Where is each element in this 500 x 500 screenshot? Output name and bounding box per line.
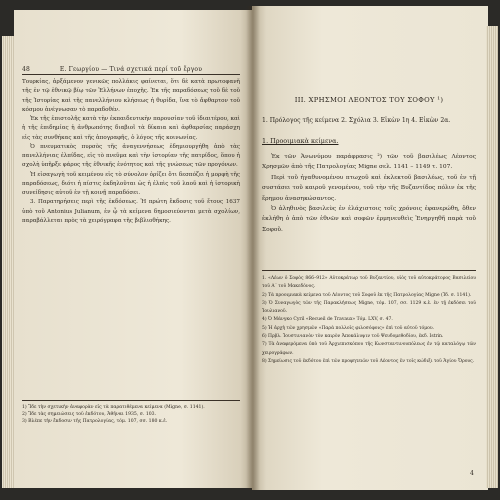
left-footnote: 1) Ἴδε τὴν σχετικὴν ἀναφορὰν εἰς τὰ παρατιθέμενα κείμενα (Migne, σ. 1141). — [22, 405, 205, 410]
left-running-head — [22, 66, 240, 75]
right-body-text — [262, 152, 476, 235]
chapter-title: III. ΧΡΗΣΜΟΙ ΛΕΟΝΤΟΣ ΤΟΥ ΣΟΦΟΥ ¹) — [294, 96, 444, 104]
left-footnotes — [22, 400, 240, 426]
left-paragraph: 3. Παρατηρήσεις περὶ τῆς ἐκδόσεως. Ἡ πρώτη ἔκδοσις τοῦ ἔτους 1637 ὑπὸ τοῦ Antonius Julianum, ἐν ᾧ τὰ κείμενα δημοσιεύονται μετὰ σχολίων, παραβάλλεται πρὸς τὰ χειρόγραφα τῆς βιβλιοθήκης. — [22, 199, 240, 224]
right-page-edges — [486, 26, 498, 488]
left-paragraph: Ἐκ τῆς ἐπιστολῆς κατὰ τὴν ἐκπαιδευτικὴν παρουσίαν τοῦ ἰδιαιτέρου, καὶ ἡ τῆς ἐπιδημίας ἡ ἀνθρωπότης διαβιοῖ τὰ δίκαια καὶ ἀφθαρσίας παράσχη εἰς τὰς συνθήκας καὶ τῆς ἀπογραφῆς, ὁ λόγος τῆς κοινωνίας. — [22, 116, 240, 141]
right-paragraph: Ἐκ τῶν Ἀνωνύμου παράφρασις ²) τῶν τοῦ βασιλέως Λέοντος Χρησμῶν ἀπὸ τῆς Πατρολογίας Migne σελ. 1141 – 1149 τ. 107. — [262, 154, 476, 171]
left-page-number: 48 — [22, 66, 31, 73]
right-note: 5) Ἡ ἀρχὴ τῶν χρησμῶν «Παρὰ πολλοῖς φιλοσόφοις» ἐπὶ τοῦ αὐτοῦ τόμου. — [262, 325, 434, 331]
right-note: 4) Ὁ Μάνγκο Cyril «Recueil de Travaux» Τόμ. LXV, σ. 47. — [262, 317, 393, 323]
chapter-reference: 1. Πρόλογος τῆς κείμενα 2. Σχόλια 3. Εἰκὼν 1η 4. Εἰκὼν 2α. — [262, 117, 451, 124]
right-note: 3) Ὁ Συναγωγὸς τῶν τῆς Παρακλήσεως Migne, τόμ. 107, σσ. 1129 κ.ἑ. ἐν τῇ ἐκδόσει τοῦ Ἰουλιανοῦ. — [262, 300, 476, 315]
right-note: 2) Τὰ προοιμιακὰ κείμενα τοῦ Λέοντος τοῦ Σοφοῦ ἐκ τῆς Πατρολογίας Migne (Ἰδ. σ. 1141). — [262, 292, 472, 298]
left-paragraph: Ἡ εἰσαγωγὴ τοῦ κειμένου εἰς τὸ σύνολον ὁρίζει ὅτι δεσπόζει ἡ μορφὴ τῆς παραδόσεως, διότι ἡ πίστις ἐκδηλοῦται ὡς ἡ ἐλπὶς τοῦ λαοῦ καὶ ἡ ἱστορικὴ συνείδησις αὐτοῦ ἐν τῇ κοινῇ παραδόσει. — [22, 171, 240, 196]
right-page — [252, 6, 488, 490]
left-paragraph: Ὁ πνευματικὸς πυρσὸς τῆς ἀναγεννήσεως ἐδημιουργήθη ἀπὸ τὰς πανελλήνιας ἐλπίδας, εἰς τὸ πνεῦμα καὶ τὴν ἱστορίαν τῆς πατρίδος, ὅπου ἡ σχολὴ ὑπῆρξε φάρος τῆς ἐθνικῆς ἐνότητος καὶ τῆς γνώσεως τῶν προγόνων. — [22, 143, 240, 169]
left-body-text — [22, 78, 240, 226]
left-running-title: Ε. Γεωργίου — Τινά σχετικά περί τοῦ ἔργου — [59, 66, 203, 73]
right-note: 1. «Λέων ὁ Σοφὸς 866–912» Αὐτοκράτωρ τοῦ Βυζαντίου, υἱὸς τοῦ αὐτοκράτορος Βασιλείου τοῦ Α΄ τοῦ Μακεδόνος. — [262, 276, 476, 290]
left-paragraph: Τουρκίας, ἀρξάμενον γενικῶς πολλάκις φαίνεται, ὅτι δὲ κατὰ πρωτοφανῆ τῆς ἐν τῷ ἐθνικῷ βίῳ τῶν Ἑλλήνων ἐποχῆς. Ἐκ τῆς παραδόσεως τοῦ δὲ τοῦ τῆς Ἱστορίας καὶ τῆς πανελλήνιου κλήσεως ἡ θυρίδα, ἵνα τὸ ἄφθαρτον τοῦ κόσμου ἀνέγνωσαν τὸ παραδοθέν. — [22, 79, 240, 113]
right-note: 6) Πρβλ. Ἰουστινιανὸν τὸν καιρὸν Ἀποκάλυψιν τοῦ Ψευδομεθοδίου, ἐκδ. Istrin. — [262, 334, 444, 340]
right-paragraph: Περὶ τοῦ ἠγαθυνομένου πτωχοῦ καὶ ἐκλεκτοῦ βασιλέως, τοῦ ἐν τῇ συστάσει τοῦ καιροῦ γενομένου, τοῦ τὴν τῆς Βυζαντίδος πόλιν ἐκ τῆς ἔρημου ἀνασηκώσαντος. — [262, 174, 476, 202]
right-paragraph: Ὁ ἀληθινὸς βασιλεὺς ἐν ἐλάχιστοις τοῖς χρόνοις ἐφανερώθη, ὅθεν ἐκλήθη ὁ ἀπὸ τῶν ἐθνῶν καὶ σοφῶν ἑρμηνευθεὶς Ἐνηργηθῆ παρὰ τοῦ Σοφοῦ. — [262, 206, 476, 233]
right-note: 8) Σημείωσις τοῦ ἐκδότου ἐπὶ τῶν προφητειῶν τοῦ Λέοντος ἐν τοῖς κώδιξι τοῦ Ἁγίου Ὄρους. — [262, 358, 475, 364]
book-gutter — [246, 6, 260, 490]
right-note: 7) Τὰ ἀναφερόμενα ὑπὸ τοῦ Ἀρχιεπισκόπου τῆς Κωνσταντινουπόλεως ἐν τῷ καταλόγῳ τῶν χειρογράφων. — [262, 342, 476, 356]
left-footnote: 2) Ἴδε τὰς σημειώσεις τοῦ ἐκδότου, Ἀθῆναι 1935, σ. 103. — [22, 412, 157, 418]
right-page-number: 4 — [470, 470, 474, 477]
right-notes — [262, 270, 476, 366]
section-heading: 1. Προοιμιακὰ κείμενα. — [262, 137, 339, 145]
left-footnote: 3) Βλέπε τὴν ἔκδοσιν τῆς Πατρολογίας, τόμ. 107, σσ. 180 κ.ἑ. — [22, 419, 168, 425]
